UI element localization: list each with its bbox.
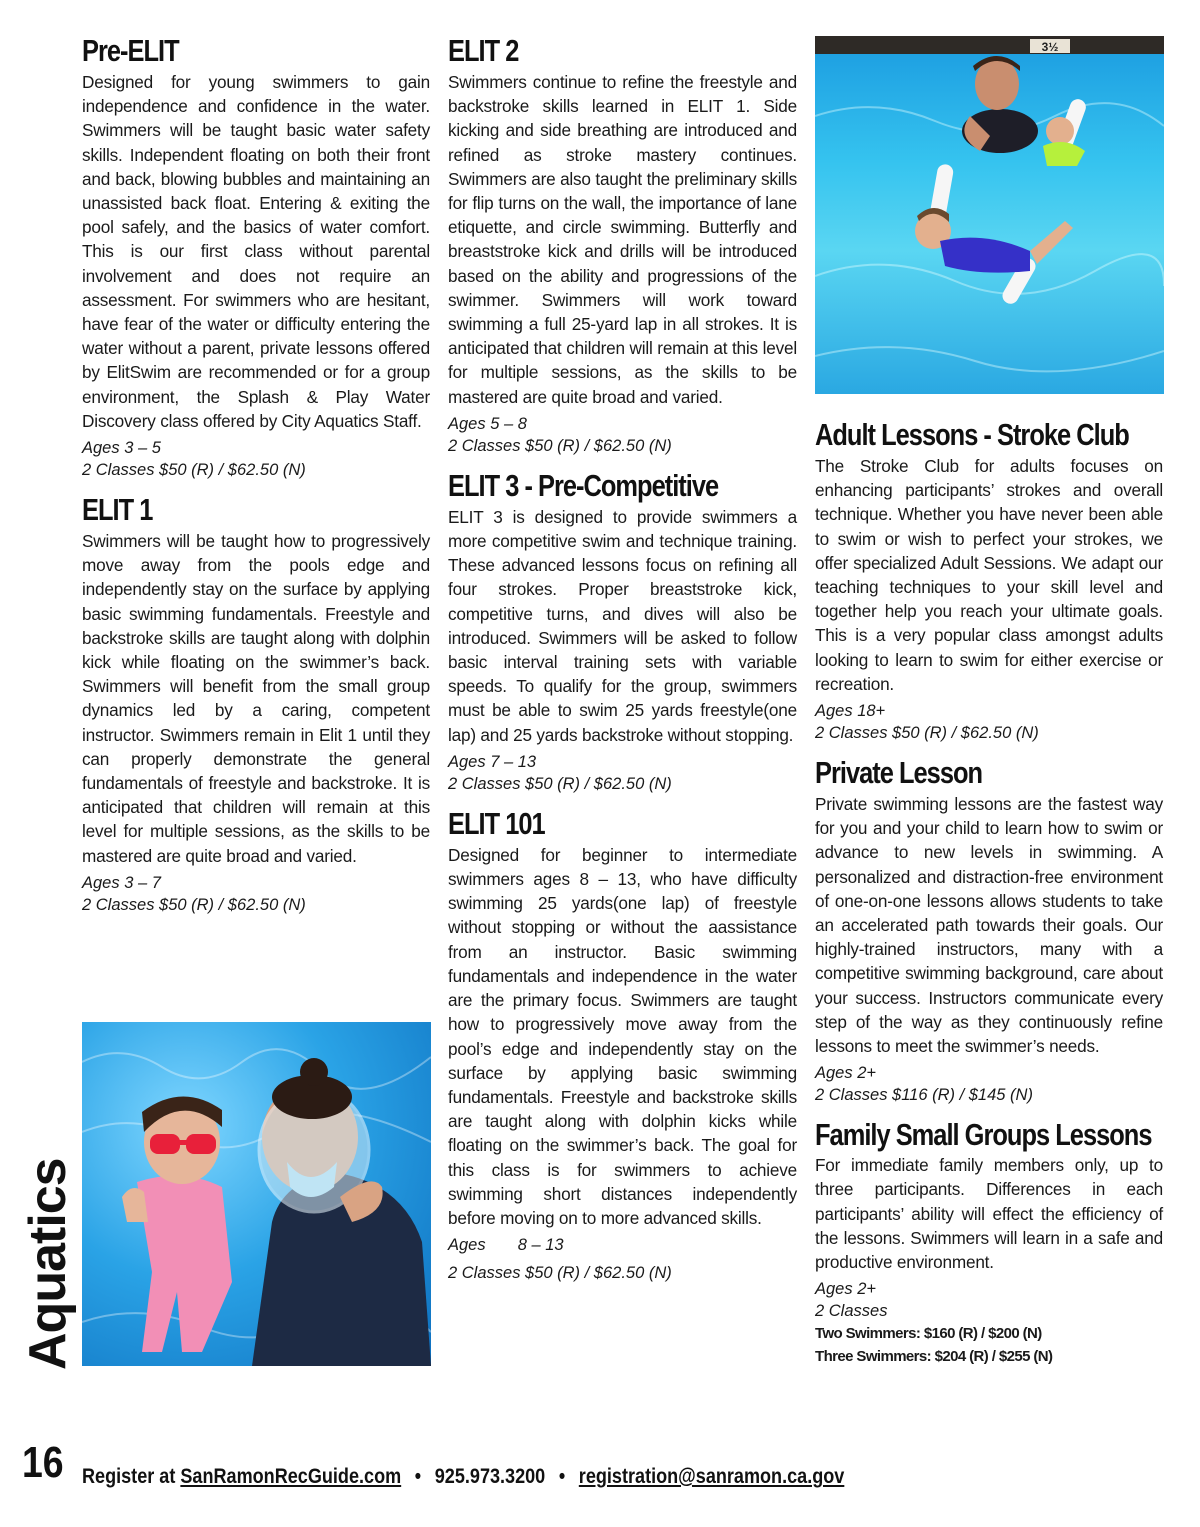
private-lesson-description: Private swimming lessons are the fastest way for you and your child to learn how to swim or advance to new levels in swimming. A personalized and distraction-free environment of one-on-one lessons allows students to take an accelerated path towards their goals. Our highly-trained instructors, many with a competitive swimming background, care about your success. Instructors communicate every step of the way as they continuously refine lessons to meet the swimmer’s needs. [815, 794, 1163, 1057]
elit3-price: 2 Classes $50 (R) / $62.50 (N) [448, 774, 672, 793]
family-groups-meta [815, 1278, 1163, 1368]
private-lesson-ages: Ages 2+ [815, 1064, 877, 1083]
elit101-meta [448, 1234, 797, 1284]
elit2-description: Swimmers continue to refine the freestyle and backstroke skills learned in ELIT 1. Side kicking and side breathing are introduced and refined as stroke mastery continues. Swimmers are also taught the preliminary skills for flip turns on the wall, the importance of lane etiquette, and circle swimming. Butterfly and breaststroke kick and drills will be introduced based on the ability and progressions of the swimmer. Swimmers will work toward swimming a full 25-yard lap in all strokes. It is anticipated that children will remain at this level for multiple sessions, as the skills to be mastered are quite broad and varied. [448, 72, 797, 407]
pre-elit-ages: Ages 3 – 5 [82, 439, 161, 458]
footer-register-label: Register at [82, 1465, 176, 1488]
column-middle [448, 34, 797, 1296]
elit2-meta [448, 413, 797, 457]
adult-lessons-title: Adult Lessons - Stroke Club [815, 417, 1129, 452]
adult-lessons-ages: Ages 18+ [815, 702, 886, 721]
elit101-ages: Ages 8 – 13 [448, 1236, 564, 1255]
pool-depth-marker: 3½ [1041, 40, 1059, 54]
elit1-meta [82, 872, 430, 916]
elit3-title: ELIT 3 - Pre-Competitive [448, 467, 719, 503]
footer-email-link[interactable]: registration@sanramon.ca.gov [578, 1465, 845, 1488]
elit2-title: ELIT 2 [448, 33, 519, 68]
family-groups-two-swimmers-price: Two Swimmers: $160 (R) / $200 (N) [815, 1325, 1042, 1343]
elit2-price: 2 Classes $50 (R) / $62.50 (N) [448, 436, 672, 455]
pre-elit-description: Designed for young swimmers to gain independence and confidence in the water. Swimmers will be taught basic water safety skills. Independent floating on both their front and back, blowing bubbles and maintaining an unassisted back float. Entering & exiting the pool safely, and the basics of water comfort. This is our first class without parental involvement and does not require an assessment. For swimmers who are hesitant, have fear of the water or difficulty entering the water without a parent, private lessons offered by ElitSwim are recommended or for a group environment, the Splash & Play Water Discovery class offered by City Aquatics Staff. [82, 72, 430, 431]
page-number: 16 [22, 1438, 64, 1487]
elit1-price: 2 Classes $50 (R) / $62.50 (N) [82, 895, 306, 914]
pre-elit-meta [82, 437, 430, 481]
pool-photo-noodles [815, 36, 1164, 394]
footer-website-link[interactable]: SanRamonRecGuide.com [180, 1465, 402, 1488]
private-lesson-price: 2 Classes $116 (R) / $145 (N) [815, 1086, 1033, 1105]
private-lesson-meta [815, 1062, 1163, 1106]
elit3-description: ELIT 3 is designed to provide swimmers a more competitive swim and technique training. These advanced lessons focus on refining all four strokes. Proper breaststroke kick, competitive turns, and dives will also be introduced. Swimmers will be asked to follow basic interval training sets with variable speeds. To qualify for the group, swimmers must be able to swim 25 yards freestyle(one lap) and 25 yards backstroke without stopping. [448, 506, 797, 745]
family-groups-classes: 2 Classes [815, 1302, 888, 1321]
elit3-meta [448, 751, 797, 795]
column-right [815, 418, 1163, 1380]
adult-lessons-price: 2 Classes $50 (R) / $62.50 (N) [815, 724, 1039, 743]
elit101-description: Designed for beginner to intermediate swimmers ages 8 – 13, who have difficulty swimming 25 yards(one lap) of freestyle without stopping or without the aassistance from an instructor. Basic swimming fundamentals and independence in the water are the primary focus. Swimmers are taught how to progressively move away from the pool’s edge and independently stay on the surface by applying basic swimming fundamentals. Freestyle and backstroke skills are taught along with dolphin kicks while floating on the swimmer’s back. The goal for this class is for swimmers to achieve swimming short distances independently before moving on to more advanced skills. [448, 844, 797, 1228]
adult-lessons-description: The Stroke Club for adults focuses on enhancing participants’ strokes and overall technique. Whether you have never been able to swim or wish to perfect your strokes, we offer specialized Adult Sessions. We adapt our teaching techniques to your skill level and together help you reach your ultimate goals. This is a very popular class amongst adults looking to learn to swim for either exercise or recreation. [815, 456, 1163, 694]
family-groups-three-swimmers-price: Three Swimmers: $204 (R) / $255 (N) [815, 1348, 1053, 1366]
footer-phone: 925.973.3200 [434, 1465, 546, 1488]
section-side-label: Aquatics [19, 1158, 77, 1370]
elit101-title: ELIT 101 [448, 805, 545, 841]
pool-photo-illustration [82, 1022, 431, 1366]
elit1-ages: Ages 3 – 7 [82, 873, 161, 892]
elit2-ages: Ages 5 – 8 [448, 414, 527, 433]
elit101-price: 2 Classes $50 (R) / $62.50 (N) [448, 1264, 672, 1283]
pool-photo-child-instructor [82, 1022, 431, 1366]
elit3-ages: Ages 7 – 13 [448, 752, 537, 771]
family-groups-ages: Ages 2+ [815, 1280, 877, 1299]
family-groups-description: For immediate family members only, up to three participants. Differences in each participants’ ability will effect the efficiency of the lessons. Swimmers will learn in a safe and productive environment. [815, 1155, 1163, 1273]
footer-register-bar [82, 1465, 844, 1489]
elit1-description: Swimmers will be taught how to progressively move away from the pools edge and independently stay on the surface by applying basic swimming fundamentals. Freestyle and backstroke skills are taught along with dolphin kick while floating on the swimmer’s back. Swimmers will benefit from the small group dynamics led by a caring, competent instructor. Swimmers remain in Elit 1 until they can properly demonstrate the general fundamentals of freestyle and backstroke. It is anticipated that children will remain at this level for multiple sessions, as the skills to be mastered are quite broad and varied. [82, 531, 430, 866]
footer-separator: • [414, 1465, 422, 1488]
family-groups-title: Family Small Groups Lessons [815, 1117, 1152, 1153]
pre-elit-price: 2 Classes $50 (R) / $62.50 (N) [82, 461, 306, 480]
private-lesson-title: Private Lesson [815, 755, 983, 791]
column-left [82, 34, 430, 928]
adult-lessons-meta [815, 700, 1163, 744]
pool-noodle-illustration [815, 36, 1164, 394]
pre-elit-title: Pre-ELIT [82, 33, 179, 68]
footer-separator: • [558, 1465, 566, 1488]
elit1-title: ELIT 1 [82, 492, 153, 528]
